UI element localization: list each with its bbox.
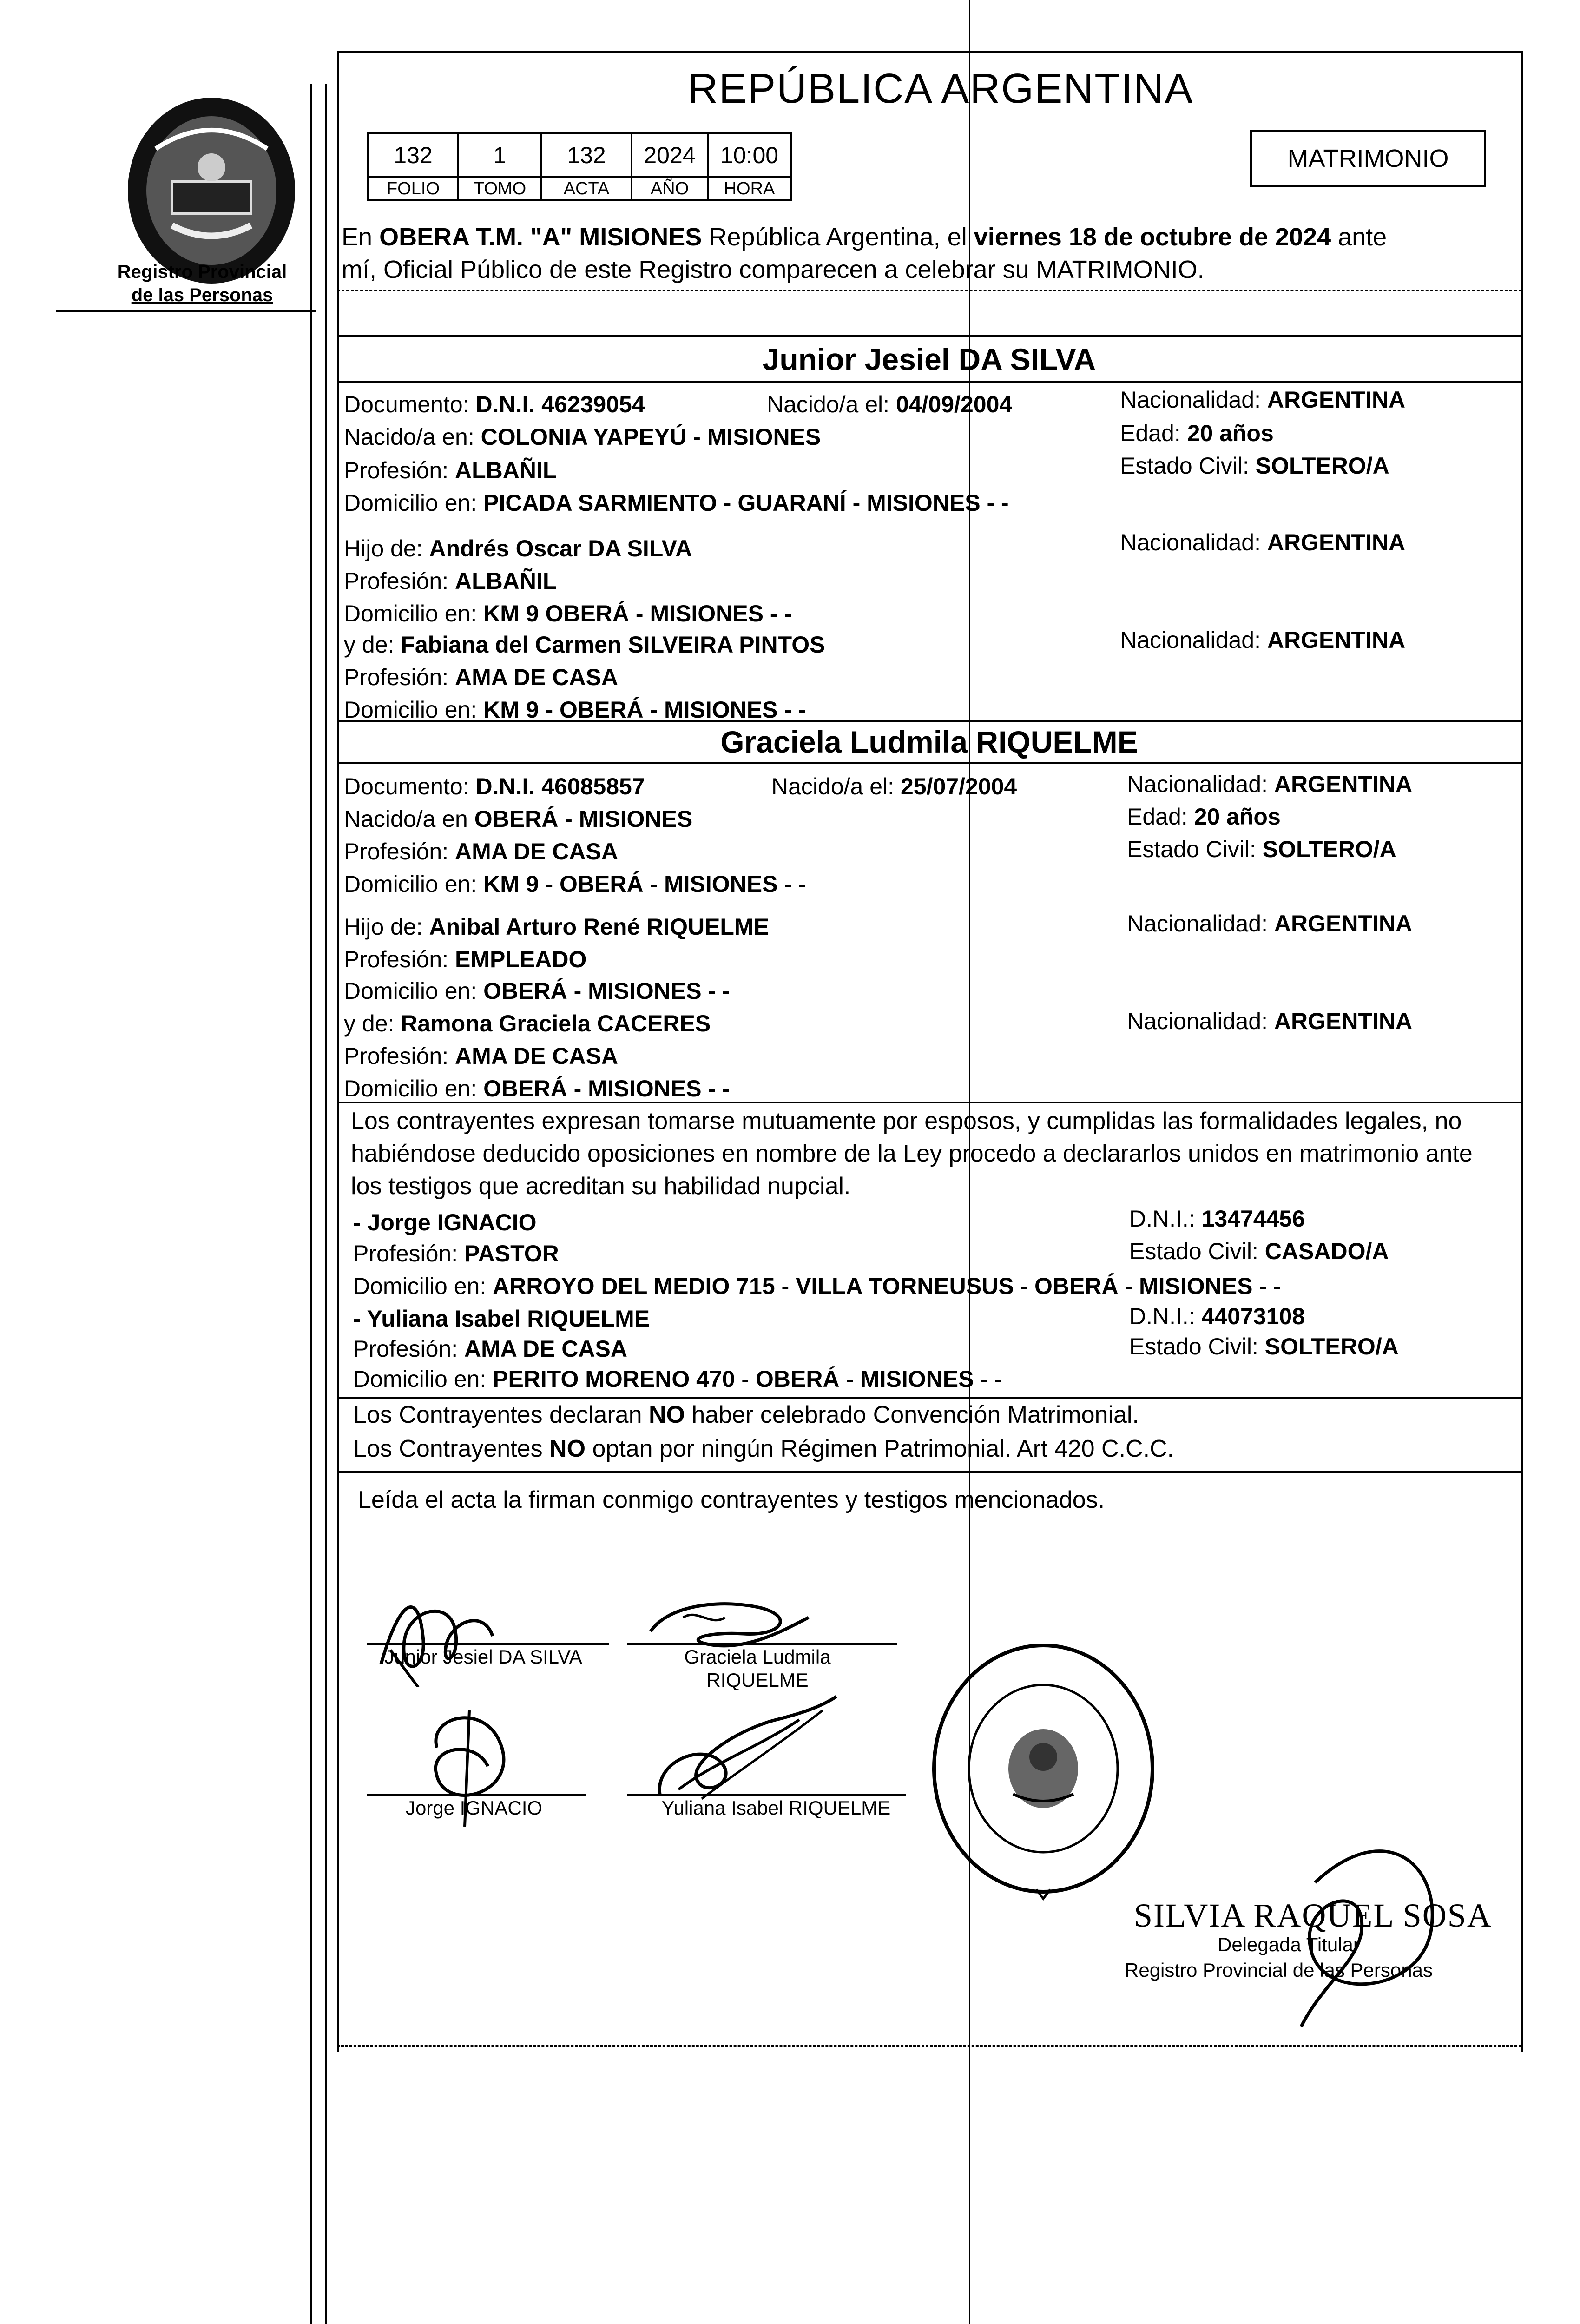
text: haber celebrado Convención Matrimonial.: [685, 1401, 1139, 1428]
official-name: SILVIA RAQUEL SOSA: [1134, 1897, 1492, 1934]
witness1-profession: [353, 1239, 559, 1268]
folio-label: FOLIO: [368, 177, 458, 200]
hora-label: HORA: [708, 177, 791, 200]
value: Anibal Arturo René RIQUELME: [429, 914, 769, 940]
label: Domicilio en:: [353, 1366, 493, 1392]
label: Edad:: [1127, 804, 1194, 830]
label: Profesión:: [353, 1241, 465, 1267]
acta-value: 132: [541, 133, 632, 177]
value: ARGENTINA: [1267, 627, 1406, 653]
value: OBERÁ - MISIONES - -: [483, 1076, 730, 1102]
bride-signature-caption-2: RIQUELME: [706, 1669, 809, 1691]
bride-nat: ARGENTINA: [1274, 771, 1413, 797]
label: Nacionalidad:: [1127, 1008, 1274, 1034]
witness1-signature-line: [367, 1794, 586, 1796]
witness2-signature-line: [627, 1794, 906, 1796]
value: OBERÁ - MISIONES: [474, 806, 693, 832]
groom-address: [344, 488, 1009, 518]
intro-pre: En: [342, 223, 380, 251]
value: Fabiana del Carmen SILVEIRA PINTOS: [401, 632, 825, 658]
value: AMA DE CASA: [455, 664, 618, 690]
value: AMA DE CASA: [455, 1043, 618, 1069]
bride-signature-caption-1: Graciela Ludmila: [684, 1646, 831, 1668]
value: ARROYO DEL MEDIO 715 - VILLA TORNEUSUS - OBERÁ - MISIONES - -: [493, 1273, 1281, 1299]
witness2-address: [353, 1364, 1002, 1394]
label: Domicilio en:: [344, 490, 484, 516]
tomo-value: 1: [458, 133, 541, 177]
section-rule: [337, 762, 1521, 764]
declaration-line-2: habiéndose deducido oposiciones en nombre de la Ley procedo a declararlos unidos en matrimonio ante: [351, 1140, 1473, 1167]
value: AMA DE CASA: [455, 838, 618, 865]
label: Domicilio en:: [344, 697, 484, 723]
label: Documento:: [344, 391, 476, 417]
groom-mother: [344, 630, 825, 660]
official-signature: [1245, 1827, 1459, 2040]
groom-birthplace-value: COLONIA YAPEYÚ - MISIONES: [481, 424, 821, 450]
label: Domicilio en:: [344, 1076, 484, 1102]
groom-dni: D.N.I. 46239054: [475, 391, 645, 417]
groom-father-address: [344, 599, 792, 628]
groom-birthplace: [344, 422, 821, 452]
label: Hijo de:: [344, 914, 429, 940]
intro-line-2: mí, Oficial Público de este Registro comparecen a celebrar su MATRIMONIO.: [342, 256, 1205, 284]
label: Profesión:: [344, 457, 455, 483]
groom-mother-profession: [344, 662, 618, 692]
value: AMA DE CASA: [464, 1336, 627, 1362]
groom-nationality: [1120, 385, 1405, 415]
witness2-name: - Yuliana Isabel RIQUELME: [353, 1306, 650, 1332]
groom-nat: ARGENTINA: [1267, 387, 1406, 413]
bride-father-nationality: [1127, 909, 1412, 938]
label: Nacido/a en: [344, 806, 474, 832]
label: Estado Civil:: [1129, 1238, 1265, 1264]
groom-birthdate: [767, 390, 1012, 419]
official-stamp: [929, 1641, 1157, 1901]
groom-address-value: PICADA SARMIENTO - GUARANÍ - MISIONES - -: [483, 490, 1009, 516]
label: Hijo de:: [344, 535, 429, 561]
official-office: Registro Provincial de las Personas: [1125, 1959, 1433, 1981]
label: Profesión:: [344, 664, 455, 690]
act-number-table: [367, 132, 792, 201]
groom-civil-value: SOLTERO/A: [1255, 453, 1389, 479]
value: KM 9 OBERÁ - MISIONES - -: [483, 601, 792, 627]
margin-line: [325, 84, 327, 2324]
groom-born: 04/09/2004: [895, 391, 1013, 417]
country-title: REPÚBLICA ARGENTINA: [688, 66, 1194, 112]
bride-dni: D.N.I. 46085857: [475, 773, 645, 799]
value: PERITO MORENO 470 - OBERÁ - MISIONES - -: [493, 1366, 1002, 1392]
groom-signature-line: [367, 1643, 609, 1645]
witness2-signature-caption: Yuliana Isabel RIQUELME: [661, 1797, 891, 1819]
value: KM 9 - OBERÁ - MISIONES - -: [483, 697, 806, 723]
margin-line: [310, 84, 312, 2324]
emphasis: NO: [549, 1435, 586, 1462]
text: Los Contrayentes declaran: [353, 1401, 649, 1428]
folio-value: 132: [368, 133, 458, 177]
intro-place: OBERA T.M. "A" MISIONES: [379, 223, 702, 251]
value: SOLTERO/A: [1264, 1334, 1399, 1360]
label: Nacionalidad:: [1120, 529, 1267, 555]
value: ARGENTINA: [1267, 529, 1406, 555]
label: Domicilio en:: [353, 1273, 493, 1299]
convention-line-1: [353, 1400, 1139, 1430]
bride-age: [1127, 802, 1281, 832]
groom-document: [344, 390, 645, 419]
witness1-civil-status: [1129, 1236, 1389, 1266]
bride-document: [344, 772, 645, 801]
groom-mother-nationality: [1120, 625, 1405, 655]
label: Estado Civil:: [1127, 836, 1263, 862]
label: Nacionalidad:: [1120, 627, 1267, 653]
groom-father-nationality: [1120, 528, 1405, 557]
witness2-profession: [353, 1334, 627, 1364]
label: Estado Civil:: [1120, 453, 1256, 479]
intro-underline: [337, 290, 1521, 291]
groom-signature: [362, 1580, 530, 1687]
bride-mother-nationality: [1127, 1006, 1412, 1036]
value: ARGENTINA: [1274, 911, 1413, 937]
witness1-address: [353, 1271, 1281, 1301]
label: Profesión:: [353, 1336, 465, 1362]
office-line2: de las Personas: [131, 285, 273, 305]
act-type-box: MATRIMONIO: [1250, 130, 1486, 187]
groom-prof-value: ALBAÑIL: [455, 457, 557, 483]
official-title: Delegada Titular: [1218, 1934, 1360, 1955]
text: Los Contrayentes: [353, 1435, 550, 1462]
intro-mid: República Argentina, el: [702, 223, 974, 251]
groom-name-heading: Junior Jesiel DA SILVA: [762, 342, 1096, 376]
value: KM 9 - OBERÁ - MISIONES - -: [483, 871, 806, 897]
value: OBERÁ - MISIONES - -: [483, 978, 730, 1004]
groom-father-profession: [344, 566, 557, 596]
label: Profesión:: [344, 1043, 455, 1069]
groom-father-value: Andrés Oscar DA SILVA: [429, 535, 692, 561]
label: D.N.I.:: [1129, 1303, 1202, 1329]
bride-civil-status: [1127, 834, 1396, 864]
groom-signature-caption: Junior Jesiel DA SILVA: [384, 1646, 582, 1668]
label: Domicilio en:: [344, 871, 484, 897]
bride-mother-address: [344, 1074, 730, 1103]
margin-underline: [56, 310, 316, 312]
section-rule: [337, 720, 1521, 722]
value: ARGENTINA: [1274, 1008, 1413, 1034]
label: Nacido/a el:: [767, 391, 896, 417]
label: Edad:: [1120, 420, 1187, 446]
label: Nacionalidad:: [1127, 771, 1274, 797]
value: EMPLEADO: [455, 946, 587, 972]
declaration-line-3: los testigos que acreditan su habilidad nupcial.: [351, 1173, 851, 1200]
declaration-line-1: Los contrayentes expresan tomarse mutuamente por esposos, y cumplidas las formalidades legales, no: [351, 1108, 1462, 1135]
bride-father-address: [344, 976, 730, 1006]
intro-date: viernes 18 de octubre de 2024: [974, 223, 1331, 251]
value: Ramona Graciela CACERES: [401, 1010, 711, 1037]
witness2-dni: [1129, 1301, 1305, 1331]
bride-birthplace: [344, 804, 692, 834]
label: Nacido/a el:: [771, 773, 901, 799]
label: Profesión:: [344, 838, 455, 865]
label: Profesión:: [344, 946, 455, 972]
office-line1: Registro Provincial: [117, 262, 287, 282]
acta-label: ACTA: [541, 177, 632, 200]
ano-label: AÑO: [632, 177, 708, 200]
bride-signature-line: [627, 1643, 897, 1645]
bride-mother-profession: [344, 1041, 618, 1071]
tomo-label: TOMO: [458, 177, 541, 200]
bottom-rule: [337, 2045, 1521, 2047]
witness1-dni: [1129, 1204, 1305, 1234]
bride-profession: [344, 837, 618, 866]
emphasis: NO: [648, 1401, 685, 1428]
value: 44073108: [1201, 1303, 1305, 1329]
witness2-civil-status: [1129, 1332, 1399, 1361]
witness1-signature-caption: Jorge IGNACIO: [405, 1797, 543, 1819]
bride-born: 25/07/2004: [900, 773, 1017, 799]
value: 13474456: [1201, 1206, 1305, 1232]
convention-line-2: [353, 1434, 1174, 1464]
label: D.N.I.:: [1129, 1206, 1202, 1232]
label: y de:: [344, 1010, 401, 1037]
closing-line: Leída el acta la firman conmigo contrayentes y testigos mencionados.: [358, 1486, 1105, 1513]
label: Estado Civil:: [1129, 1334, 1265, 1360]
groom-civil-status: [1120, 451, 1389, 481]
groom-father: [344, 534, 692, 563]
left-office-label: [93, 260, 311, 307]
value: SOLTERO/A: [1262, 836, 1396, 862]
label: Profesión:: [344, 568, 455, 594]
bride-mother: [344, 1009, 711, 1038]
label: Domicilio en:: [344, 601, 484, 627]
hora-value: 10:00: [708, 133, 791, 177]
section-rule: [337, 1397, 1521, 1399]
bride-father: [344, 912, 769, 942]
value: CASADO/A: [1264, 1238, 1389, 1264]
groom-age-value: 20 años: [1187, 420, 1274, 446]
bride-birthdate: [771, 772, 1017, 801]
ano-value: 2024: [632, 133, 708, 177]
label: Nacionalidad:: [1127, 911, 1274, 937]
label: y de:: [344, 632, 401, 658]
value: PASTOR: [464, 1241, 559, 1267]
label: Nacido/a en:: [344, 424, 481, 450]
section-rule: [337, 335, 1521, 337]
text: optan por ningún Régimen Patrimonial. Art 420 C.C.C.: [586, 1435, 1174, 1462]
bride-address: [344, 869, 806, 899]
bride-father-profession: [344, 944, 586, 974]
intro-line-1: [342, 222, 1387, 252]
label: Nacionalidad:: [1120, 387, 1267, 413]
section-rule: [337, 1102, 1521, 1103]
section-rule: [337, 381, 1521, 383]
bride-nationality: [1127, 769, 1412, 799]
groom-profession: [344, 456, 557, 485]
label: Documento:: [344, 773, 476, 799]
witness1-name: - Jorge IGNACIO: [353, 1209, 537, 1235]
groom-age: [1120, 418, 1274, 448]
value: ALBAÑIL: [455, 568, 557, 594]
value: 20 años: [1194, 804, 1281, 830]
bride-name-heading: Graciela Ludmila RIQUELME: [720, 725, 1138, 759]
section-rule: [337, 1471, 1521, 1473]
label: Domicilio en:: [344, 978, 484, 1004]
intro-end: ante: [1331, 223, 1387, 251]
